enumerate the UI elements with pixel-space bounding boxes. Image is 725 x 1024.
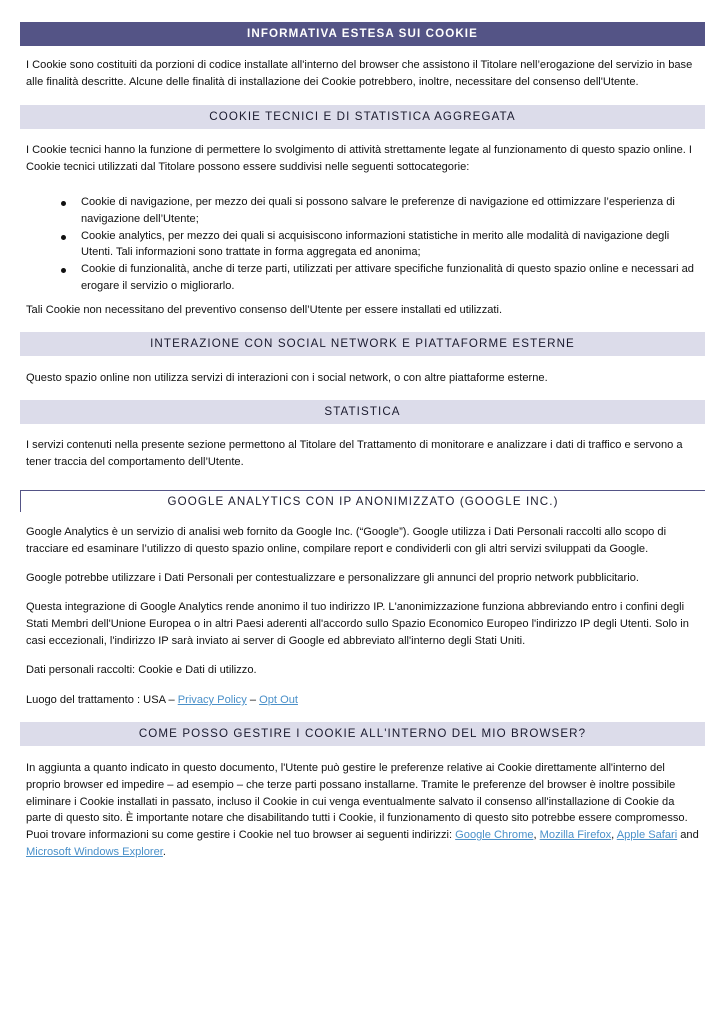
- link-separator: –: [246, 694, 260, 706]
- comma-separator: ,: [533, 829, 540, 842]
- ga-paragraph-1: Google Analytics è un servizio di analisi web fornito da Google Inc. (“Google”). Google utilizza i Dati Personali raccolti allo scopo di tracciare ed esaminare l’utilizzo di questo spazio online, compilare report e condividerli con gli altri servizi sviluppati da Google.: [26, 526, 667, 555]
- period: .: [162, 845, 166, 858]
- list-item: [26, 228, 702, 262]
- bullet-icon: [61, 268, 66, 273]
- microsoft-windows-explorer-link[interactable]: Microsoft Windows Explorer: [26, 845, 163, 858]
- ga-paragraph-2: Google potrebbe utilizzare i Dati Personali per contestualizzare e personalizzare gli annunci del proprio network pubblicitario.: [26, 572, 639, 584]
- tecnici-paragraph: I Cookie tecnici hanno la funzione di permettere lo svolgimento di attività strettamente legate al funzionamento di questo spazio online. I Cookie tecnici utilizzati dal Titolare possono essere suddivisi nelle seguenti sottocategorie:: [26, 144, 693, 173]
- bullet-text: Cookie di funzionalità, anche di terze parti, utilizzati per attivare specifiche funzionalità di questo spazio online e necessari ad erogare il servizio o migliorarlo.: [81, 263, 694, 292]
- mozilla-firefox-link[interactable]: Mozilla Firefox: [539, 829, 612, 842]
- tecnici-bullet-list: [26, 194, 702, 295]
- intro-paragraph: I Cookie sono costituiti da porzioni di codice installate all'interno del browser che assistono il Titolare nell’erogazione del servizio in base alle finalità descritte. Alcune delle finalità di installazione dei Cookie potrebbero, inoltre, necessitare del consenso dell'Utente.: [26, 59, 693, 88]
- luogo-label: Luogo del trattamento : USA –: [26, 694, 178, 706]
- section-header-google-analytics: GOOGLE ANALYTICS CON IP ANONIMIZZATO (GOOGLE INC.): [20, 490, 705, 512]
- ga-paragraph-4: Dati personali raccolti: Cookie e Dati di utilizzo.: [26, 664, 257, 676]
- bullet-text: Cookie analytics, per mezzo dei quali si acquisiscono informazioni statistiche in merito alle modalità di navigazione degli Utenti. Tali informazioni sono trattate in forma aggregata ed anonima;: [81, 229, 670, 259]
- bullet-icon: [61, 235, 66, 240]
- privacy-policy-link[interactable]: Privacy Policy: [177, 694, 247, 706]
- list-item: [26, 194, 702, 228]
- ga-paragraph-3: Questa integrazione di Google Analytics rende anonimo il tuo indirizzo IP. L'anonimizzazione funziona abbreviando entro i confini degli Stati Membri dell'Unione Europea o in altri Paesi aderenti all'accordo sullo Spazio Economico Europeo l'indirizzo IP degli Utenti. Solo in casi eccezionali, l'indirizzo IP sarà inviato ai server di Google ed abbreviato all'interno degli Stati Uniti.: [26, 601, 689, 647]
- statistica-paragraph: I servizi contenuti nella presente sezione permettono al Titolare del Trattamento di monitorare e analizzare i dati di traffico e servono a tener traccia del comportamento dell’Utente.: [26, 439, 683, 468]
- ga-luogo-line: [26, 692, 702, 709]
- section-header-statistica: STATISTICA: [20, 400, 705, 424]
- bullet-icon: [61, 201, 66, 206]
- browser-paragraph: [26, 760, 702, 861]
- section-header-tecnici: COOKIE TECNICI E DI STATISTICA AGGREGATA: [20, 105, 705, 129]
- comma-separator: ,: [611, 829, 617, 842]
- opt-out-link[interactable]: Opt Out: [259, 694, 298, 706]
- list-item: [26, 261, 702, 295]
- section-header-browser: COME POSSO GESTIRE I COOKIE ALL'INTERNO DEL MIO BROWSER?: [20, 722, 705, 746]
- section-header-social: INTERAZIONE CON SOCIAL NETWORK E PIATTAFORME ESTERNE: [20, 332, 705, 356]
- browser-text: In aggiunta a quanto indicato in questo documento, l'Utente può gestire le preferenze relative ai Cookie direttamente all'interno del proprio browser ed impedire – ad esempio – che terze parti possano installarne. Tramite le preferenze del browser è inoltre possibile eliminare i Cookie installati in passato, incluso il Cookie in cui venga eventualmente salvato il consenso all'installazione di Cookie da parte di questo sito. È importante notare che disabilitando tutti i Cookie, il funzionamento di questo sito potrebbe essere compromesso. Puoi trovare informazioni su come gestire i Cookie nel tuo browser ai seguenti indirizzi:: [26, 762, 688, 842]
- tecnici-footer-paragraph: Tali Cookie non necessitano del preventivo consenso dell’Utente per essere installati ed utilizzati.: [26, 304, 503, 316]
- social-paragraph: Questo spazio online non utilizza servizi di interazioni con i social network, o con altre piattaforme esterne.: [26, 372, 548, 384]
- section-header-intro: INFORMATIVA ESTESA SUI COOKIE: [20, 22, 705, 46]
- apple-safari-link[interactable]: Apple Safari: [616, 829, 678, 842]
- bullet-text: Cookie di navigazione, per mezzo dei quali si possono salvare le preferenze di navigazione ed ottimizzare l’esperienza di navigazione dell’Utente;: [81, 196, 675, 225]
- google-chrome-link[interactable]: Google Chrome: [455, 829, 534, 842]
- and-separator: and: [677, 829, 699, 842]
